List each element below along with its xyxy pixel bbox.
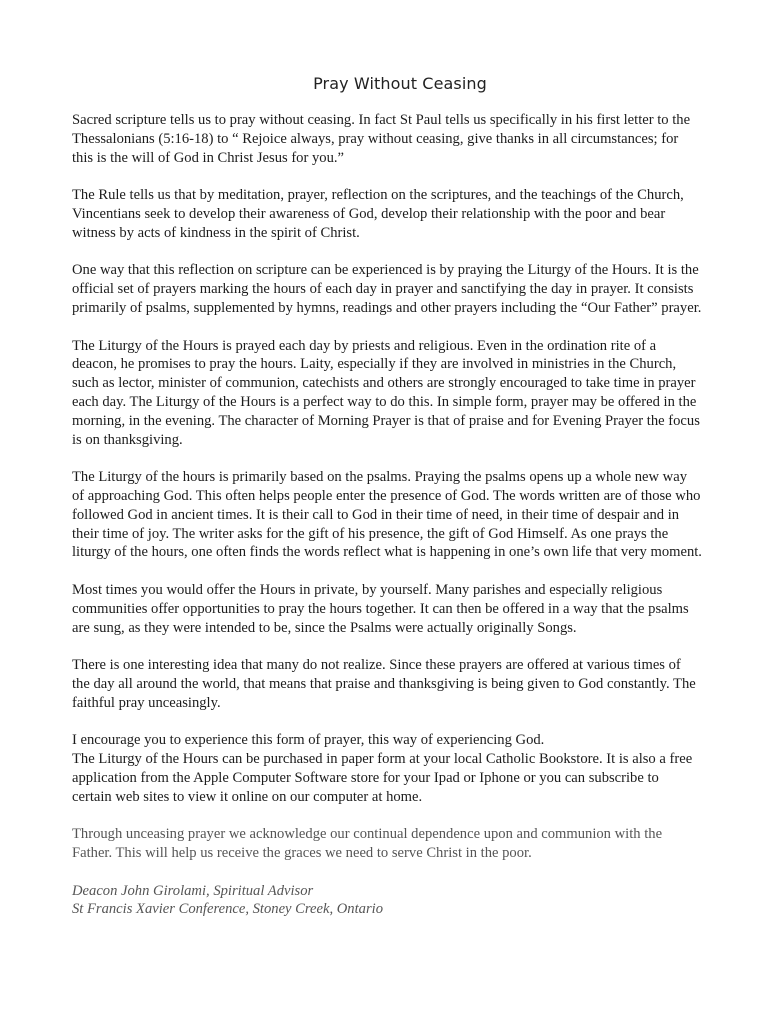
paragraph-liturgy-practice: The Liturgy of the Hours is prayed each day by priests and religious. Even in the ordination rite of a deacon, he promises to pray the hours. Laity, especially if they are involved in ministries in the Church, such as lector, minister of communion, catechists and others are strongly encouraged to take time in prayer each day. The Liturgy of the Hours is a perfect way to do this. In simple form, prayer may be offered in the morning, in the evening. The character of Morning Prayer is that of praise and for Evening Prayer the focus is on thanksgiving. bbox=[72, 337, 700, 448]
paragraph-rule: The Rule tells us that by meditation, prayer, reflection on the scriptures, and the teachings of the Church, Vincentians seek to develop their awareness of God, develop their relationship with the poor and bear witness by acts of kindness in the spirit of Christ. bbox=[72, 187, 684, 241]
paragraph-psalms: The Liturgy of the hours is primarily based on the psalms. Praying the psalms opens up a whole new way of approaching God. This often helps people enter the presence of God. The words written are of those who followed God in ancient times. It is their call to God in their time of need, in their time of despair and in their time of joy. The writer asks for the gift of his presence, the gift of God Himself. As one prays the liturgy of the hours, one often finds the words reflect what is happening in one’s own life that very moment. bbox=[72, 469, 702, 561]
document-title: Pray Without Ceasing bbox=[313, 74, 487, 93]
paragraph-closing: Through unceasing prayer we acknowledge our continual dependence upon and communion with the Father. This will help us receive the graces we need to serve Christ in the poor. bbox=[72, 826, 663, 862]
document-page bbox=[72, 74, 702, 919]
paragraph-purchase: The Liturgy of the Hours can be purchased in paper form at your local Catholic Bookstore. It is also a free application from the Apple Computer Software store for your Ipad or Iphone or you can subscribe to certain web sites to view it online on our computer at home. bbox=[72, 751, 693, 805]
paragraph-encourage: I encourage you to experience this form of prayer, this way of experiencing God. bbox=[72, 732, 545, 749]
paragraph-unceasing: There is one interesting idea that many do not realize. Since these prayers are offered at various times of the day all around the world, that means that praise and thanksgiving is being given to God constantly. The faithful pray unceasingly. bbox=[72, 657, 696, 711]
paragraph-scripture: Sacred scripture tells us to pray without ceasing. In fact St Paul tells us specifically in his first letter to the Thessalonians (5:16-18) to “ Rejoice always, pray without ceasing, give thanks in all circumstances; for this is the will of God in Christ Jesus for you.” bbox=[72, 112, 691, 166]
signature-conference: St Francis Xavier Conference, Stoney Creek, Ontario bbox=[72, 901, 383, 918]
paragraph-liturgy-intro: One way that this reflection on scripture can be experienced is by praying the Liturgy of the Hours. It is the official set of prayers marking the hours of each day in prayer and sanctifying the day in prayer. It consists primarily of psalms, supplemented by hymns, readings and other prayers including the “Our Father” prayer. bbox=[72, 262, 702, 316]
paragraph-private-prayer: Most times you would offer the Hours in private, by yourself. Many parishes and especially religious communities offer opportunities to pray the hours together. It can then be offered in a way that the psalms are sung, as they were intended to be, since the Psalms were actually originally Songs. bbox=[72, 581, 689, 636]
signature-name: Deacon John Girolami, Spiritual Advisor bbox=[72, 882, 314, 899]
